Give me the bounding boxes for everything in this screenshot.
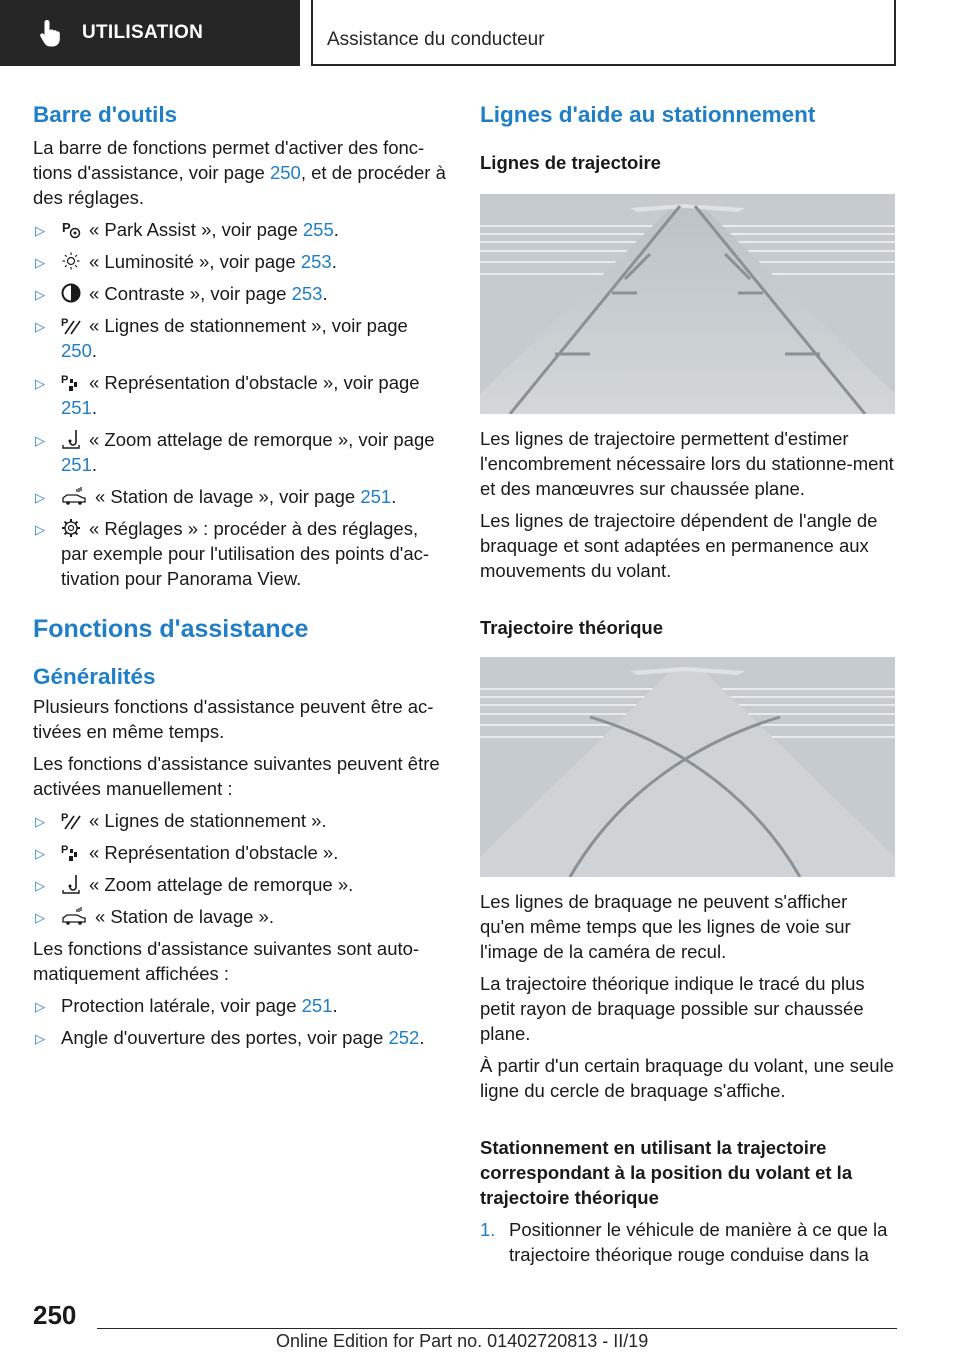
triangle-bullet-icon: ▷	[35, 319, 45, 334]
hand-pointer-icon	[38, 18, 64, 48]
general-paragraph: Les fonctions d'assistance suivantes peuvent être activées manuellement :	[33, 753, 440, 799]
triangle-bullet-icon: ▷	[35, 255, 45, 270]
trajectory-heading: Lignes de trajectoire	[480, 152, 661, 173]
triangle-bullet-icon: ▷	[35, 376, 45, 391]
svg-text:P: P	[61, 317, 69, 329]
page-link[interactable]: 253	[291, 283, 323, 304]
car-wash-icon	[61, 906, 87, 926]
page-link[interactable]: 255	[302, 219, 334, 240]
list-item: ▷ « Zoom attelage de remorque ».	[33, 872, 448, 897]
list-item: ▷ « Réglages » : procéder à des réglages, par exemple pour l'utilisation des points d'ac-tivation pour Panorama View.	[35, 518, 430, 589]
triangle-bullet-icon: ▷	[35, 846, 45, 861]
triangle-bullet-icon: ▷	[35, 287, 45, 302]
svg-text:P: P	[61, 844, 69, 856]
park-assist-icon	[61, 219, 81, 239]
theoretical-trajectory-figure	[480, 657, 895, 877]
triangle-bullet-icon: ▷	[35, 878, 45, 893]
procedure-steps	[480, 1217, 895, 1267]
list-item: ▷ P « Lignes de stationnement », voir page 250.	[35, 315, 408, 361]
page-link[interactable]: 250	[61, 340, 92, 361]
parking-lines-icon	[61, 315, 81, 335]
triangle-bullet-icon: ▷	[35, 490, 45, 505]
triangle-bullet-icon: ▷	[35, 223, 45, 238]
subsection-box	[311, 0, 896, 66]
trailer-hitch-icon	[61, 874, 81, 894]
functions-heading: Fonctions d'assistance	[33, 615, 309, 643]
svg-text:P: P	[61, 812, 69, 824]
auto-functions-list	[33, 993, 448, 1050]
page-link[interactable]: 251	[360, 486, 392, 507]
list-item	[480, 1217, 895, 1267]
general-heading: Généralités	[33, 664, 156, 689]
auto-intro: Les fonctions d'assistance suivantes sont auto-matiquement affichées :	[33, 938, 420, 984]
theoretical-paragraph: À partir d'un certain braquage du volant, une seule ligne du cercle de braquage s'affiche.	[480, 1055, 894, 1101]
svg-text:P: P	[62, 220, 71, 235]
theoretical-paragraph: La trajectoire théorique indique le tracé du plus petit rayon de braquage possible sur chaussée plane.	[480, 973, 865, 1044]
obstacle-icon	[61, 372, 81, 392]
theoretical-paragraph: Les lignes de braquage ne peuvent s'afficher qu'en même temps que les lignes de voie sur l'image de la caméra de recul.	[480, 891, 851, 962]
trailer-hitch-icon	[61, 429, 81, 449]
contrast-icon	[61, 283, 81, 303]
settings-gear-icon	[61, 518, 81, 538]
list-item: ▷ « Station de lavage », voir page 251.	[33, 484, 448, 509]
left-column	[33, 100, 448, 1057]
triangle-bullet-icon: ▷	[35, 999, 45, 1014]
footer-divider	[97, 1328, 897, 1329]
page-number: 250	[33, 1300, 77, 1330]
list-item: ▷ « Station de lavage ».	[33, 904, 448, 929]
list-item: ▷ P « Park Assist », voir page 255.	[33, 217, 448, 242]
edition-info: Online Edition for Part no. 01402720813 - II/19	[276, 1331, 649, 1351]
car-wash-icon	[61, 486, 87, 506]
svg-text:P: P	[61, 374, 69, 386]
obstacle-icon	[61, 842, 81, 862]
triangle-bullet-icon: ▷	[35, 433, 45, 448]
brightness-icon	[61, 251, 81, 271]
section-tab	[0, 0, 300, 66]
trajectory-paragraph: Les lignes de trajectoire dépendent de l'angle de braquage et sont adaptées en permanence aux mouvements du volant.	[480, 510, 878, 581]
list-item: ▷ « Contraste », voir page 253.	[33, 281, 448, 306]
triangle-bullet-icon: ▷	[35, 1031, 45, 1046]
subsection-title: Assistance du conducteur	[327, 29, 545, 50]
list-item: ▷ P « Lignes de stationnement ».	[33, 808, 448, 833]
trajectory-paragraph: Les lignes de trajectoire permettent d'estimer l'encombrement nécessaire lors du stationne-ment et des manœuvres sur chaussée plane.	[480, 428, 894, 499]
triangle-bullet-icon: ▷	[35, 910, 45, 925]
step-number: 1.	[480, 1219, 496, 1240]
toolbar-heading: Barre d'outils	[33, 102, 178, 127]
page-link[interactable]: 253	[300, 251, 332, 272]
parking-procedure-heading: Stationnement en utilisant la trajectoire correspondant à la position du volant et la trajectoire théorique	[480, 1137, 853, 1208]
general-paragraph: Plusieurs fonctions d'assistance peuvent être ac-tivées en même temps.	[33, 696, 434, 742]
toolbar-list	[33, 217, 448, 591]
page-link[interactable]: 251	[61, 454, 92, 475]
list-item: ▷ P « Représentation d'obstacle », voir page 251.	[35, 372, 420, 418]
page-link[interactable]: 251	[301, 995, 333, 1016]
section-title: UTILISATION	[82, 22, 204, 43]
list-item: ▷ Protection latérale, voir page 251.	[33, 993, 448, 1018]
page-header	[0, 0, 960, 66]
list-item: ▷ P « Représentation d'obstacle ».	[33, 840, 448, 865]
list-item: ▷ « Zoom attelage de remorque », voir page 251.	[35, 429, 435, 475]
list-item: ▷ « Luminosité », voir page 253.	[33, 249, 448, 274]
list-item: ▷ Angle d'ouverture des portes, voir page 252.	[33, 1025, 448, 1050]
page-link[interactable]: 251	[61, 397, 92, 418]
parking-lines-icon	[61, 810, 81, 830]
trajectory-lines-figure	[480, 194, 895, 414]
page-link[interactable]: 252	[388, 1027, 420, 1048]
right-column	[480, 100, 895, 1267]
toolbar-intro: La barre de fonctions permet d'activer des fonc-tions d'assistance, voir page 250, et de procéder à des réglages.	[33, 137, 446, 208]
triangle-bullet-icon: ▷	[35, 522, 45, 537]
parking-lines-heading: Lignes d'aide au stationnement	[480, 102, 816, 127]
manual-functions-list	[33, 808, 448, 929]
triangle-bullet-icon: ▷	[35, 814, 45, 829]
theoretical-heading: Trajectoire théorique	[480, 617, 663, 638]
step-text: Positionner le véhicule de manière à ce que la trajectoire théorique rouge conduise dans la	[509, 1219, 888, 1265]
page-link[interactable]: 250	[269, 162, 301, 183]
